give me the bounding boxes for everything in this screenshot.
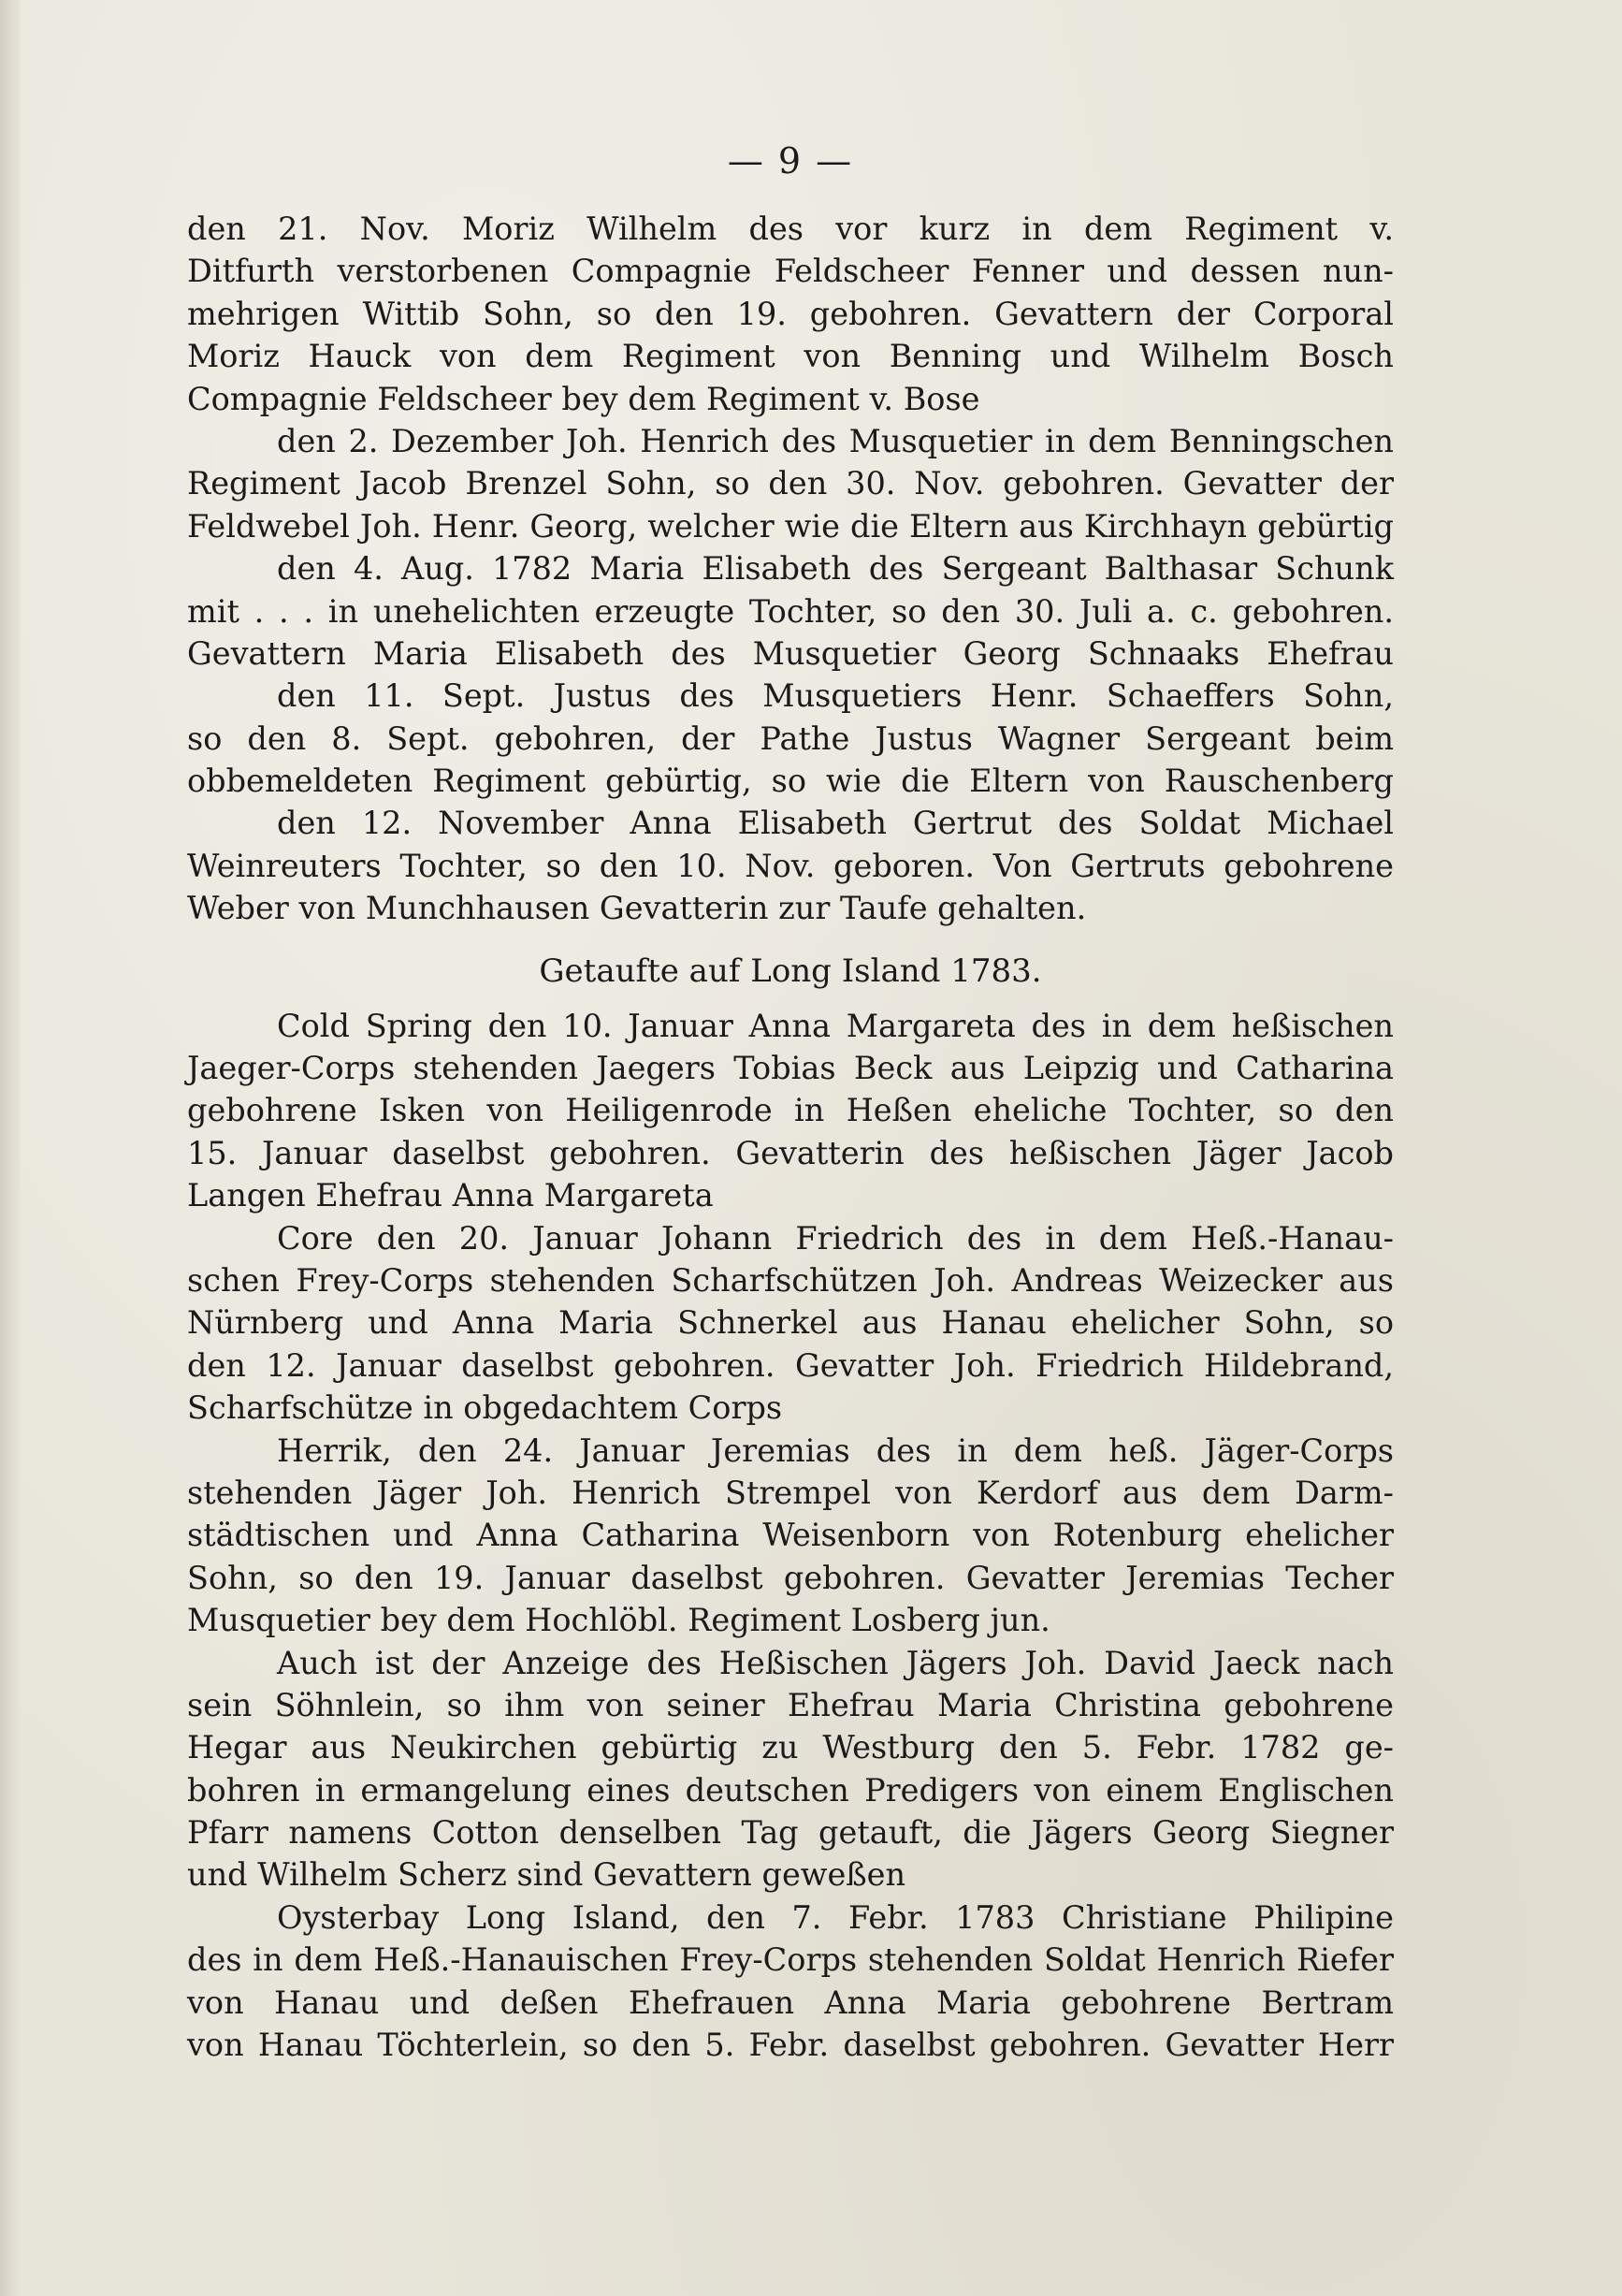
text-block-1: [187, 208, 1394, 930]
text-line: Scharfschütze in obgedachtem Corps: [187, 1389, 783, 1427]
text-line: Compagnie Feldscheer bey dem Regiment v. Bose: [187, 380, 980, 417]
text-line: Moriz Hauck von dem Regiment von Benning und Wilhelm Bosch: [187, 338, 1394, 375]
text-line: Cold Spring den 10. Januar Anna Margareta des in dem heßischen: [277, 1007, 1394, 1044]
page-edge-shadow: [0, 0, 21, 2296]
text-line: den 4. Aug. 1782 Maria Elisabeth des Sergeant Balthasar Schunk: [277, 550, 1394, 588]
text-line: Oysterbay Long Island, den 7. Febr. 1783 Christiane Philipine: [277, 1898, 1394, 1936]
text-line: bohren in ermangelung eines deutschen Predigers von einem Englischen: [187, 1771, 1394, 1809]
text-line: Musquetier bey dem Hochlöbl. Regiment Losberg jun.: [187, 1602, 1050, 1639]
text-line: obbemeldeten Regiment gebürtig, so wie die Eltern von Rauschenberg: [187, 763, 1394, 800]
text-block-2: [187, 1005, 1394, 2067]
text-line: stehenden Jäger Joh. Henrich Strempel von Kerdorf aus dem Darm-: [187, 1474, 1394, 1511]
text-line: den 12. November Anna Elisabeth Gertrut des Soldat Michael: [277, 805, 1394, 842]
text-line: Weinreuters Tochter, so den 10. Nov. geboren. Von Gertruts gebohrene: [187, 847, 1394, 884]
text-line: Feldwebel Joh. Henr. Georg, welcher wie die Eltern aus Kirchhayn gebürtig: [187, 507, 1394, 545]
text-line: Core den 20. Januar Johann Friedrich des in dem Heß.-Hanau-: [277, 1219, 1394, 1257]
text-line: 15. Januar daselbst gebohren. Gevatterin des heßischen Jäger Jacob: [187, 1134, 1394, 1171]
text-line: sein Söhnlein, so ihm von seiner Ehefrau Maria Christina gebohrene: [187, 1686, 1394, 1723]
text-line: Nürnberg und Anna Maria Schnerkel aus Hanau ehelicher Sohn, so: [187, 1304, 1394, 1342]
text-line: Auch ist der Anzeige des Heßischen Jägers Joh. David Jaeck nach: [277, 1644, 1394, 1681]
text-line: Regiment Jacob Brenzel Sohn, so den 30. Nov. gebohren. Gevatter der: [187, 465, 1394, 502]
text-line: den 21. Nov. Moriz Wilhelm des vor kurz in dem Regiment v.: [187, 211, 1394, 247]
text-line: Jaeger-Corps stehenden Jaegers Tobias Beck aus Leipzig und Catharina: [187, 1050, 1394, 1087]
text-line: Sohn, so den 19. Januar daselbst gebohren. Gevatter Jeremias Techer: [187, 1559, 1394, 1596]
text-line: Weber von Munchhausen Gevatterin zur Taufe gehalten.: [187, 890, 1087, 927]
text-line: Hegar aus Neukirchen gebürtig zu Westburg den 5. Febr. 1782 ge-: [187, 1729, 1394, 1766]
text-line: Gevattern Maria Elisabeth des Musquetier Georg Schnaaks Ehefrau: [187, 634, 1394, 672]
text-line: Ditfurth verstorbenen Compagnie Feldscheer Fenner und dessen nun-: [187, 253, 1394, 290]
text-line: gebohrene Isken von Heiligenrode in Heßen eheliche Tochter, so den: [187, 1092, 1394, 1129]
text-line: schen Frey-Corps stehenden Scharfschützen Joh. Andreas Weizecker aus: [187, 1261, 1394, 1299]
page-content: [187, 140, 1394, 2066]
text-line: städtischen und Anna Catharina Weisenborn von Rotenburg ehelicher: [187, 1517, 1394, 1554]
text-line: mit . . . in unehelichten erzeugte Tochter, so den 30. Juli a. c. gebohren.: [187, 592, 1394, 630]
text-line: von Hanau Töchterlein, so den 5. Febr. daselbst gebohren. Gevatter Herr: [187, 2027, 1394, 2064]
text-line: von Hanau und deßen Ehefrauen Anna Maria gebohrene Bertram: [187, 1984, 1394, 2021]
text-line: den 2. Dezember Joh. Henrich des Musquetier in dem Benningschen: [277, 422, 1394, 459]
text-line: mehrigen Wittib Sohn, so den 19. gebohren. Gevattern der Corporal: [187, 295, 1394, 332]
text-line: den 12. Januar daselbst gebohren. Gevatter Joh. Friedrich Hildebrand,: [187, 1346, 1394, 1384]
text-line: so den 8. Sept. gebohren, der Pathe Justus Wagner Sergeant beim: [187, 719, 1394, 757]
section-heading: Getaufte auf Long Island 1783.: [539, 952, 1042, 990]
page-number: — 9 —: [727, 140, 854, 182]
text-line: des in dem Heß.-Hanauischen Frey-Corps stehenden Soldat Henrich Riefer: [187, 1941, 1394, 1979]
text-line: und Wilhelm Scherz sind Gevattern geweßen: [187, 1856, 906, 1894]
text-line: Herrik, den 24. Januar Jeremias des in dem heß. Jäger-Corps: [277, 1431, 1394, 1469]
text-line: den 11. Sept. Justus des Musquetiers Henr. Schaeffers Sohn,: [277, 677, 1394, 715]
text-line: Langen Ehefrau Anna Margareta: [187, 1177, 714, 1214]
text-line: Pfarr namens Cotton denselben Tag getauft, die Jägers Georg Siegner: [187, 1814, 1394, 1852]
